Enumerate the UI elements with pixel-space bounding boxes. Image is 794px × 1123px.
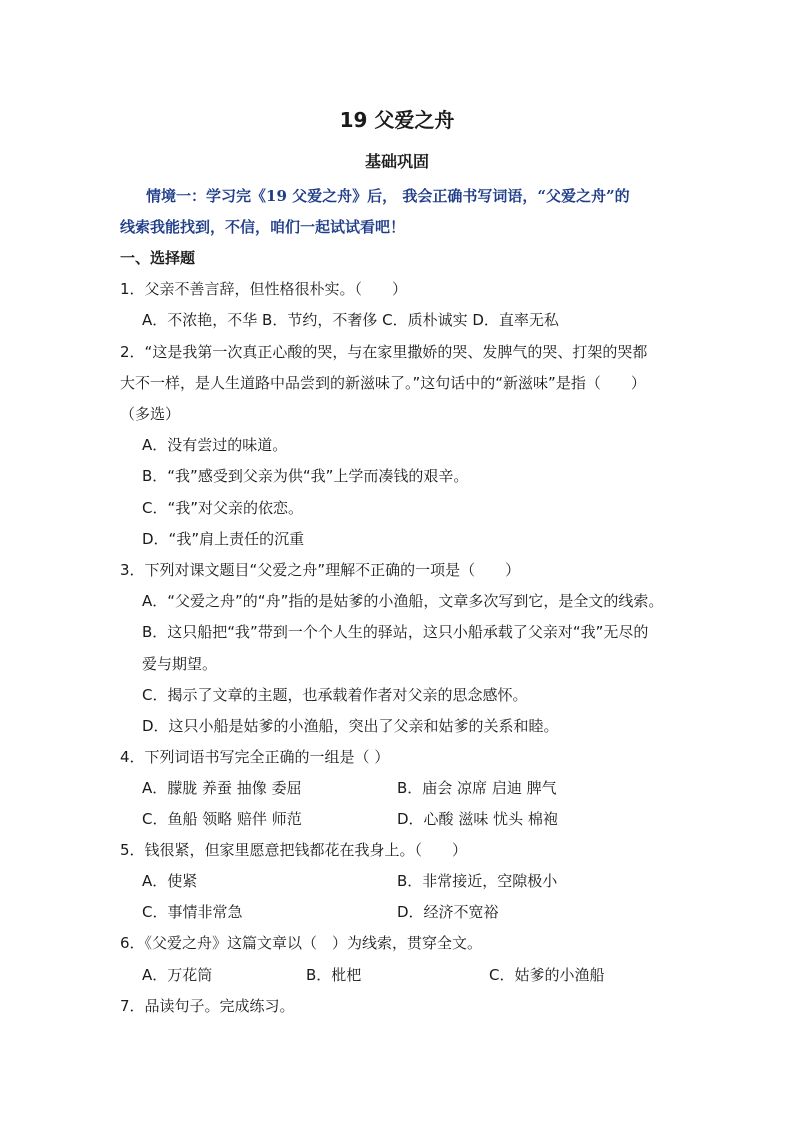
question-3-stem: 3．下列对课文题目“父爱之舟”理解不正确的一项是（ ）: [120, 561, 521, 579]
question-5-option-c: C．事情非常急: [142, 903, 243, 921]
question-6-stem: 6．《父爱之舟》这篇文章以（ ）为线索，贯穿全文。: [120, 934, 483, 952]
question-3-option-b-1: B．这只船把“我”带到一个个人生的驿站，这只小船承载了父亲对“我”无尽的: [142, 623, 649, 641]
question-3-option-a: A．“父爱之舟”的“舟”指的是姑爹的小渔船，文章多次写到它，是全文的线索。: [142, 592, 664, 610]
question-2-option-b: B．“我”感受到父亲为供“我”上学而凑钱的艰辛。: [142, 467, 469, 485]
question-5-stem: 5．钱很紧，但家里愿意把钱都花在我身上。（ ）: [120, 841, 468, 859]
question-4-option-b: B．庙会 凉席 启迪 脾气: [397, 779, 557, 797]
question-5-option-b: B．非常接近，空隙极小: [397, 872, 558, 890]
question-5-option-d: D．经济不宽裕: [397, 903, 499, 921]
question-1-options: A．不浓艳，不华 B．节约，不奢侈 C．质朴诚实 D．直率无私: [142, 311, 559, 329]
question-4-stem: 4．下列词语书写完全正确的一组是（ ）: [120, 748, 390, 766]
page-title: 19 父爱之舟: [339, 108, 455, 132]
section-title: 基础巩固: [364, 152, 429, 171]
question-6-option-b: B．枇杷: [306, 966, 362, 984]
question-7-stem: 7．品读句子。完成练习。: [120, 997, 295, 1015]
question-2-option-c: C．“我”对父亲的依恋。: [142, 499, 304, 517]
context-line-1: 情境一：学习完《19 父爱之舟》后， 我会正确书写词语，“父爱之舟”的: [146, 187, 630, 205]
question-2-option-a: A．没有尝过的味道。: [142, 436, 288, 454]
question-6-option-c: C．姑爹的小渔船: [489, 966, 605, 984]
question-1-stem: 1．父亲不善言辞，但性格很朴实。（ ）: [120, 280, 408, 298]
part-heading: 一、选择题: [120, 249, 196, 267]
question-5-option-a: A．使紧: [142, 872, 198, 890]
question-3-option-b-2: 爱与期望。: [142, 655, 218, 673]
question-4-option-c: C．鱼船 领略 赔伴 师范: [142, 810, 302, 828]
question-6-option-a: A．万花筒: [142, 966, 213, 984]
question-2-stem-1: 2．“这是我第一次真正心酸的哭，与在家里撒娇的哭、发脾气的哭、打架的哭都: [120, 343, 648, 361]
question-3-option-c: C．揭示了文章的主题，也承载着作者对父亲的思念感怀。: [142, 686, 528, 704]
question-2-option-d: D．“我”肩上责任的沉重: [142, 530, 305, 548]
question-3-option-d: D．这只小船是姑爹的小渔船，突出了父亲和姑爹的关系和睦。: [142, 717, 559, 735]
question-2-stem-2: 大不一样，是人生道路中品尝到的新滋味了。”这句话中的“新滋味”是指（ ）: [120, 374, 646, 392]
question-2-stem-3: （多选）: [120, 405, 181, 423]
context-line-2: 线索我能找到，不信，咱们一起试试看吧！: [120, 218, 406, 236]
question-4-option-a: A．朦胧 养蚕 抽像 委屈: [142, 779, 302, 797]
question-4-option-d: D．心酸 滋味 忧头 棉袍: [397, 810, 558, 828]
